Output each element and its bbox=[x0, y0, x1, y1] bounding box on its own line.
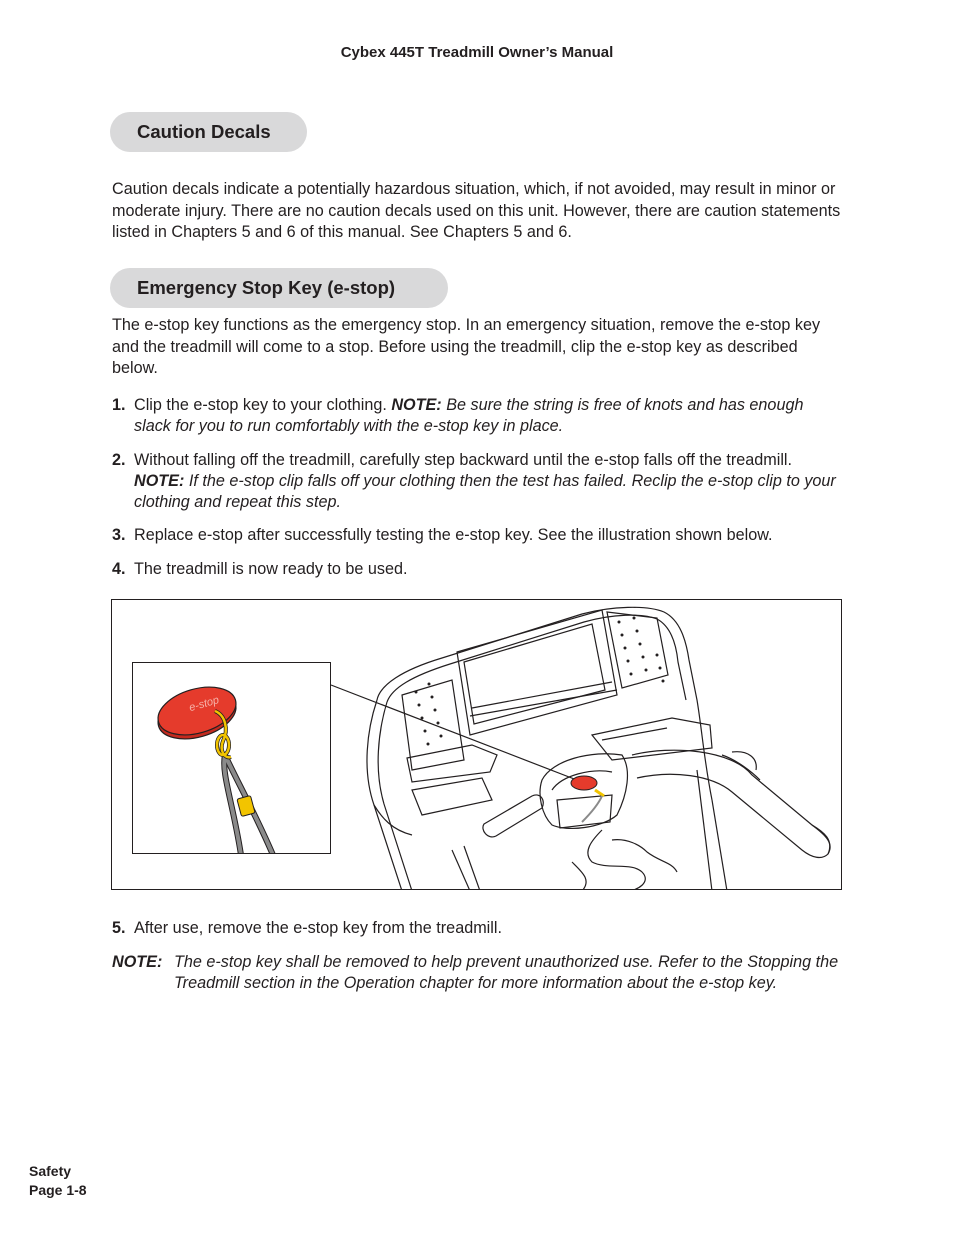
step-number: 2. bbox=[112, 451, 126, 469]
step-note: Be sure the string is free of knots and has enough slack for you to run comfortably with the e-stop key in place. bbox=[134, 396, 804, 435]
page-header: Cybex 445T Treadmill Owner’s Manual bbox=[340, 44, 614, 61]
step-number: 3. bbox=[112, 526, 126, 544]
step-text: The treadmill is now ready to be used. bbox=[134, 560, 408, 578]
caution-decals-heading: Caution Decals bbox=[110, 112, 307, 152]
step-1 bbox=[112, 395, 842, 437]
estop-key-label: e-stop bbox=[187, 694, 221, 715]
step-number: 5. bbox=[112, 919, 126, 937]
footer-section: Safety bbox=[29, 1163, 72, 1179]
step-text: Clip the e-stop key to your clothing. bbox=[134, 396, 392, 414]
step-text: After use, remove the e-stop key from the treadmill. bbox=[134, 919, 502, 937]
step-3 bbox=[112, 525, 842, 546]
step-note-label: NOTE: bbox=[134, 472, 185, 490]
step-number: 1. bbox=[112, 396, 126, 414]
step-note-label: NOTE: bbox=[391, 396, 442, 414]
estop-illustration bbox=[111, 599, 842, 890]
estop-heading: Emergency Stop Key (e-stop) bbox=[110, 268, 448, 308]
page-footer bbox=[29, 1162, 87, 1200]
step-note: If the e-stop clip falls off your clothing then the test has failed. Reclip the e-stop clip to your clothing and repeat this step. bbox=[134, 472, 836, 511]
estop-key-closeup bbox=[132, 662, 331, 854]
step-text: Without falling off the treadmill, carefully step backward until the e-stop falls off the treadmill. bbox=[134, 451, 793, 469]
caution-decals-body: Caution decals indicate a potentially hazardous situation, which, if not avoided, may result in minor or moderate injury. There are no caution decals used on this unit. However, there are caution statements listed in Chapters 5 and 6 of this manual. See Chapters 5 and 6. bbox=[112, 180, 841, 241]
note-label: NOTE: bbox=[112, 953, 163, 971]
step-number: 4. bbox=[112, 560, 126, 578]
estop-intro: The e-stop key functions as the emergency stop. In an emergency situation, remove the e-stop key and the treadmill will come to a stop. Before using the treadmill, clip the e-stop key as described below. bbox=[112, 316, 821, 377]
note-text: The e-stop key shall be removed to help prevent unauthorized use. Refer to the Stopping the Treadmill section in the Operation chapter for more information about the e-stop key. bbox=[174, 953, 839, 992]
footer-page-number: Page 1-8 bbox=[29, 1182, 87, 1198]
step-text: Replace e-stop after successfully testing the e-stop key. See the illustration shown below. bbox=[134, 526, 773, 544]
final-note bbox=[112, 952, 842, 993]
step-4 bbox=[112, 559, 842, 580]
step-2 bbox=[112, 450, 842, 513]
step-5 bbox=[112, 918, 842, 939]
